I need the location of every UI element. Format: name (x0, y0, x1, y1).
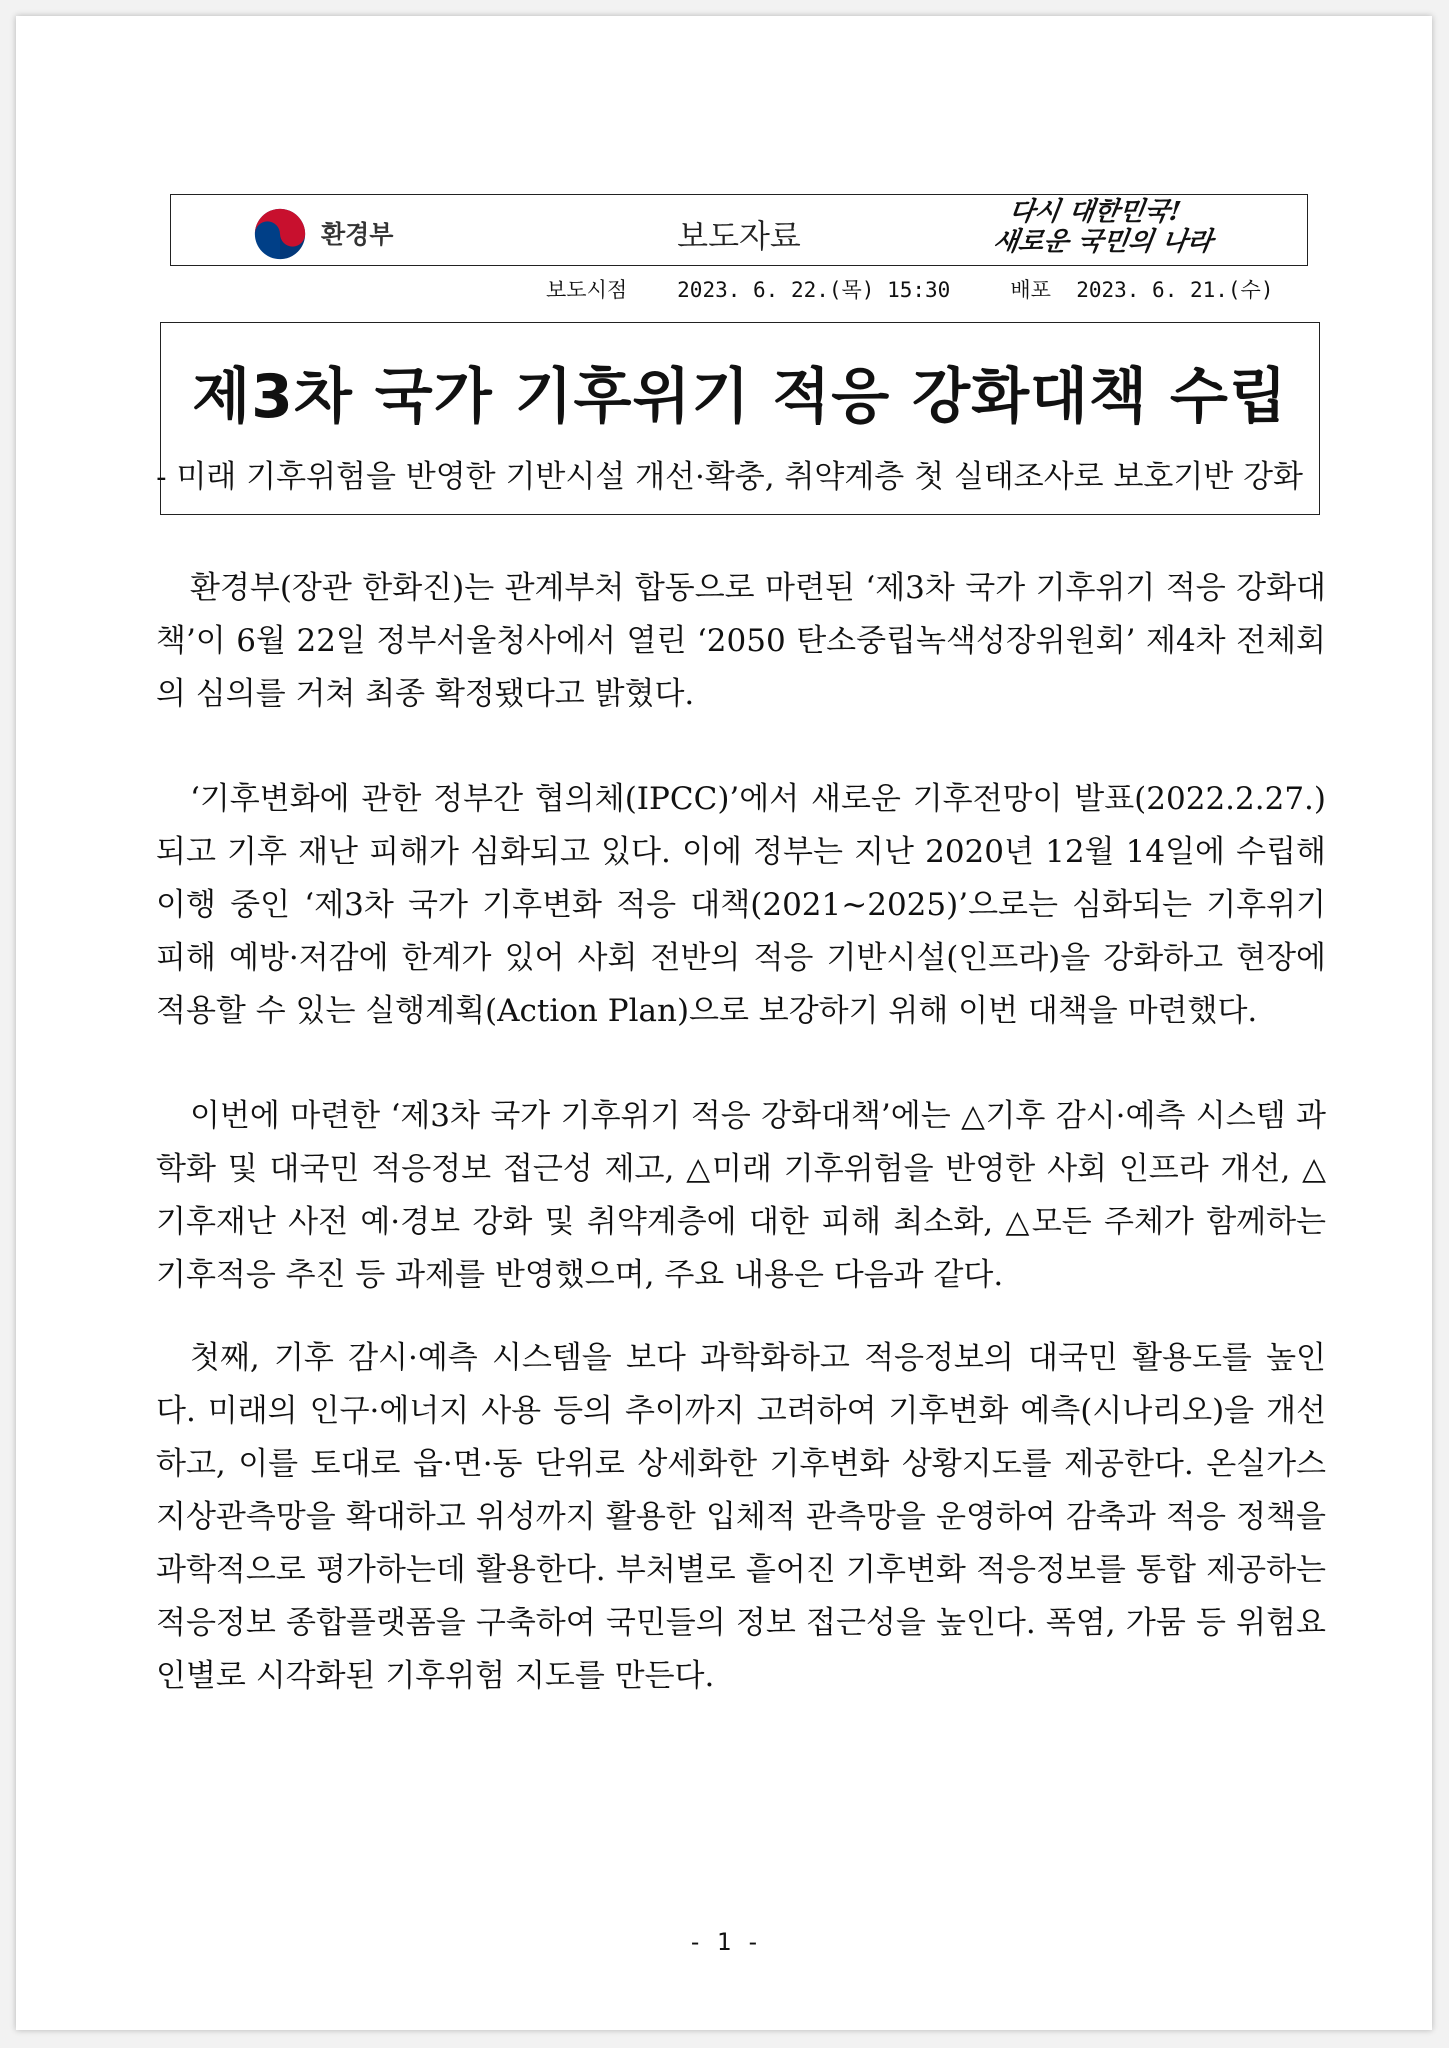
distribution-value: 2023. 6. 21.(수) (1076, 278, 1274, 302)
title-box (156, 322, 1320, 515)
page-number: - 1 - (687, 1928, 761, 1956)
slogan (991, 197, 1261, 263)
document-page (16, 16, 1432, 2030)
subtitle: - 미래 기후위험을 반영한 기반시설 개선·확충, 취약계층 첫 실태조사로 보호기반 강화 (156, 459, 1303, 495)
ministry-name: 환경부 (321, 220, 394, 249)
release-label: 보도시점 (546, 278, 628, 302)
release-value: 2023. 6. 22.(목) 15:30 (677, 278, 951, 302)
distribution-label: 배포 (1010, 278, 1051, 302)
body-text (156, 562, 1326, 1755)
paragraph: 첫째, 기후 감시·예측 시스템을 보다 과학화하고 적응정보의 대국민 활용도를 높인다. 미래의 인구·에너지 사용 등의 추이까지 고려하여 기후변화 예측(시나리오)을 개선하고, 이를 토대로 읍·면·동 단위로 상세화한 기후변화 상황지도를 제공한다. 온실가스 지상관측망을 확대하고 위성까지 활용한 입체적 관측망을 운영하여 감축과 적응 정책을 과학적으로 평가하는데 활용한다. 부처별로 흩어진 기후변화 적응정보를 통합 제공하는 적응정보 종합플랫폼을 구축하여 국민들의 정보 접근성을 높인다. 폭염, 가뭄 등 위험요인별로 시각화된 기후위험 지도를 만든다. (156, 1340, 1326, 1694)
release-dates (546, 274, 1273, 304)
document-type: 보도자료 (677, 217, 801, 255)
slogan-line-1: 다시 대한민국! (1007, 197, 1183, 227)
main-title: 제3차 국가 기후위기 적응 강화대책 수립 (192, 362, 1288, 432)
press-header (170, 194, 1308, 266)
paragraph: 이번에 마련한 ‘제3차 국가 기후위기 적응 강화대책’에는 △기후 감시·예측 시스템 과학화 및 대국민 적응정보 접근성 제고, △미래 기후위험을 반영한 사회 인프라 개선, △기후재난 사전 예·경보 강화 및 취약계층에 대한 피해 최소화, △모든 주체가 함께하는 기후적응 추진 등 과제를 반영했으며, 주요 내용은 다음과 같다. (156, 1098, 1326, 1293)
paragraph: ‘기후변화에 관한 정부간 협의체(IPCC)’에서 새로운 기후전망이 발표(2022.2.27.)되고 기후 재난 피해가 심화되고 있다. 이에 정부는 지난 2020년 12월 14일에 수립해 이행 중인 ‘제3차 국가 기후변화 적응 대책(2021~2025)’으로는 심화되는 기후위기 피해 예방·저감에 한계가 있어 사회 전반의 적응 기반시설(인프라)을 강화하고 현장에 적용할 수 있는 실행계획(Action Plan)으로 보강하기 위해 이번 대책을 마련했다. (156, 781, 1326, 1029)
slogan-line-2: 새로운 국민의 나라 (991, 227, 1215, 257)
paragraph: 환경부(장관 한화진)는 관계부처 합동으로 마련된 ‘제3차 국가 기후위기 적응 강화대책’이 6월 22일 정부서울청사에서 열린 ‘2050 탄소중립녹색성장위원회’ 제4차 전체회의 심의를 거쳐 최종 확정됐다고 밝혔다. (156, 570, 1326, 712)
